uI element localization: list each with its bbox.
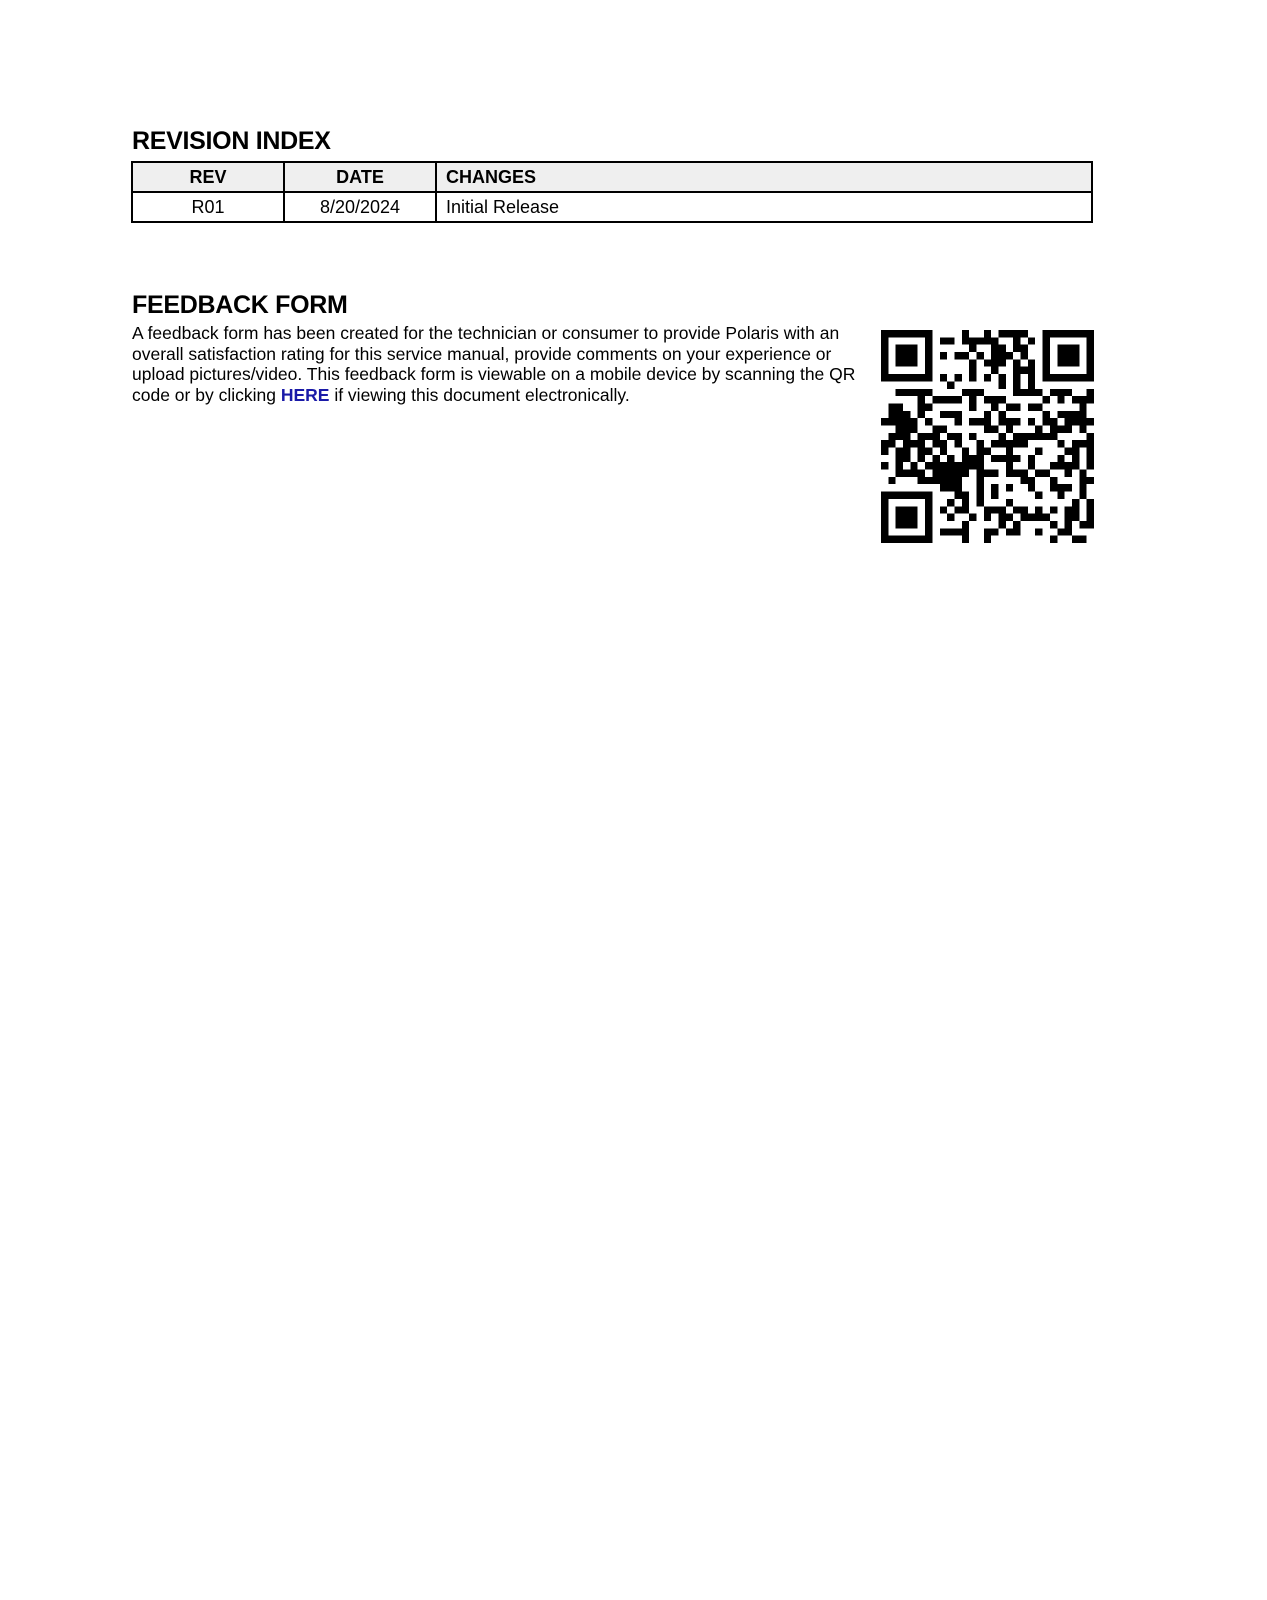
column-header-rev: REV xyxy=(132,162,284,192)
column-header-date: DATE xyxy=(284,162,436,192)
feedback-here-link[interactable]: HERE xyxy=(280,384,330,405)
feedback-description xyxy=(132,323,872,405)
column-header-changes: CHANGES xyxy=(436,162,1092,192)
feedback-form-title: FEEDBACK FORM xyxy=(132,291,348,319)
feedback-text-end: if viewing this document electronically. xyxy=(329,384,630,405)
revision-index-table xyxy=(131,161,1093,223)
cell-date: 8/20/2024 xyxy=(284,192,436,222)
qr-code-icon xyxy=(881,330,1094,543)
table-row xyxy=(132,192,1092,222)
revision-index-title: REVISION INDEX xyxy=(132,127,331,155)
cell-rev: R01 xyxy=(132,192,284,222)
table-header-row xyxy=(132,162,1092,192)
feedback-text-start: A feedback form has been created for the technician or consumer to provide Polaris with an overall satisfaction rating for this service manual, provide comments on your experience or upload pictures/video. This feedback form is viewable on a mobile device by scanning the QR code or by clicking xyxy=(132,323,856,405)
cell-changes: Initial Release xyxy=(436,192,1092,222)
